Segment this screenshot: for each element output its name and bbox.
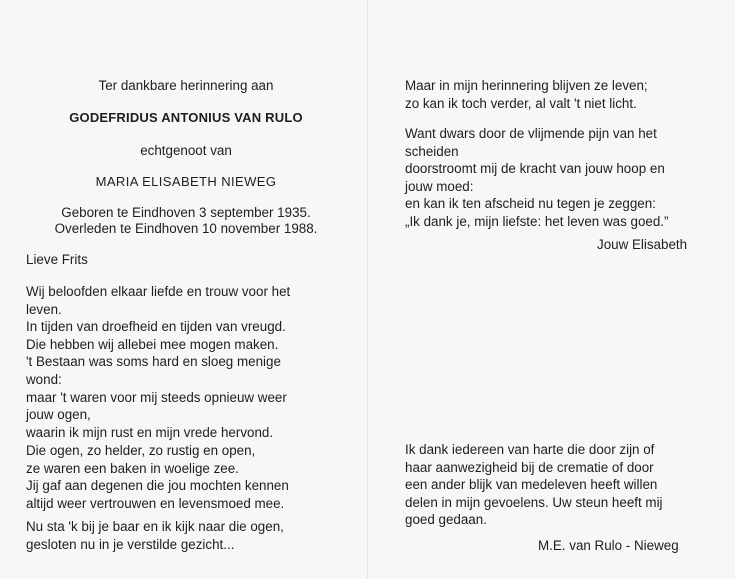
poem-stanza-3 <box>26 518 284 553</box>
poem-line: Jij gaf aan degenen die jou mochten kennen <box>26 478 289 494</box>
poem-line: 't Bestaan was soms hard en sloeg menige <box>26 354 281 370</box>
poem-line: gesloten nu in je verstilde gezicht... <box>26 536 235 552</box>
right-page <box>405 0 715 579</box>
poem-line: jouw moed: <box>405 178 474 194</box>
intro-text: Ter dankbare herinnering aan <box>98 78 274 93</box>
born-date: Geboren te Eindhoven 3 september 1935. <box>61 205 311 220</box>
poem-line: wond: <box>26 371 62 387</box>
poem-line: scheiden <box>405 143 459 159</box>
thanks-line: haar aanwezigheid bij de crematie of door <box>405 459 654 475</box>
thanks-line: een ander blijk van medeleven heeft willen <box>405 477 658 493</box>
relation-text: echtgenoot van <box>140 143 232 158</box>
thanks-signature: M.E. van Rulo - Nieweg <box>538 538 679 553</box>
left-page <box>26 0 346 579</box>
thanks-line: goed gedaan. <box>405 512 487 528</box>
died-date: Overleden te Eindhoven 10 november 1988. <box>54 221 318 236</box>
card-fold-line <box>367 0 368 579</box>
poem-line: Wij beloofden elkaar liefde en trouw voor het <box>26 284 291 299</box>
poem-signature: Jouw Elisabeth <box>597 237 688 252</box>
poem-line: Want dwars door de vlijmende pijn van het <box>405 126 657 141</box>
thanks-paragraph <box>405 441 663 529</box>
poem-line: doorstroomt mij de kracht van jouw hoop en <box>405 161 665 177</box>
poem-line: leven. <box>26 301 62 317</box>
thanks-line: Ik dank iedereen van harte die door zijn of <box>405 442 655 457</box>
poem-line: maar 't waren voor mij steeds opnieuw weer <box>26 389 287 405</box>
poem-line: In tijden van droefheid en tijden van vreugd. <box>26 319 286 335</box>
deceased-name: GODEFRIDUS ANTONIUS VAN RULO <box>69 110 303 125</box>
poem-line: Die hebben wij allebei mee mogen maken. <box>26 336 279 352</box>
poem-stanza-5 <box>405 125 668 231</box>
poem-stanza-1 <box>26 283 290 441</box>
poem-line: jouw ogen, <box>26 407 91 423</box>
spouse-name: MARIA ELISABETH NIEWEG <box>95 174 277 189</box>
poem-line: en kan ik ten afscheid nu tegen je zeggen: <box>405 196 656 212</box>
poem-stanza-2 <box>26 442 289 512</box>
poem-stanza-4 <box>405 77 648 112</box>
poem-line: waarin ik mijn rust en mijn vrede hervond. <box>26 424 274 440</box>
poem-line: zo kan ik toch verder, al valt 't niet licht. <box>405 95 637 111</box>
poem-line: Nu sta 'k bij je baar en ik kijk naar die ogen, <box>26 519 284 534</box>
thanks-line: delen in mijn gevoelens. Uw steun heeft mij <box>405 494 663 510</box>
poem-line: Maar in mijn herinnering blijven ze leven; <box>405 78 648 93</box>
poem-line: ze waren een baken in woelige zee. <box>26 460 239 476</box>
poem-line: Die ogen, zo helder, zo rustig en open, <box>26 443 256 458</box>
poem-line: altijd weer vertrouwen en levensmoed mee. <box>26 495 285 511</box>
salutation: Lieve Frits <box>26 252 88 267</box>
poem-line: „Ik dank je, mijn liefste: het leven was goed.” <box>405 213 669 229</box>
